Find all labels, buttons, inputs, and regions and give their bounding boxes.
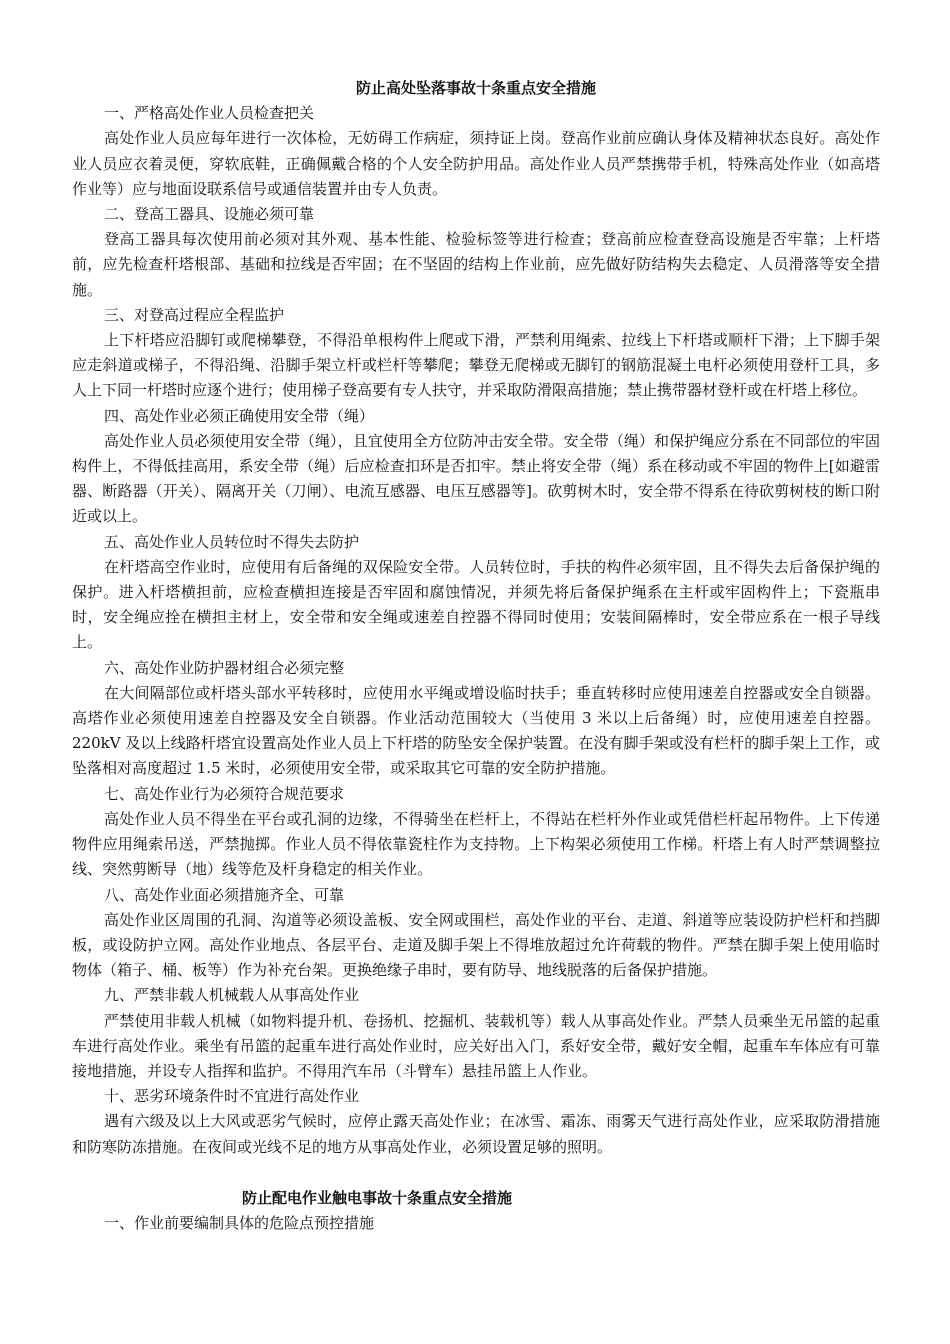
section-body: 在大间隔部位或杆塔头部水平转移时，应使用水平绳或增设临时扶手；垂直转移时应使用速差自控器或安全自锁器。高塔作业必须使用速差自控器及安全自锁器。作业活动范围较大（当使用 3 米以上后备绳）时，应使用速差自控器。220kV 及以上线路杆塔宜设置高处作业人员上下杆塔的防坠安全保护装置。在没有脚手架或没有栏杆的脚手架上工作，或坠落相对高度超过 1.5 米时，必须使用安全带，或采取其它可靠的安全防护措施。 <box>72 683 880 778</box>
section-spacer <box>72 1160 880 1186</box>
section-body: 高处作业人员不得坐在平台或孔洞的边缘，不得骑坐在栏杆上，不得站在栏杆外作业或凭借栏杆起吊物件。上下传递物件应用绳索吊送，严禁抛掷。作业人员不得依靠瓷柱作为支持物。上下构架必须使用工作梯。杆塔上有人时严禁调整拉线、突然剪断导（地）线等危及杆身稳定的相关作业。 <box>72 809 880 879</box>
section-body: 上下杆塔应沿脚钉或爬梯攀登，不得沿单根构件上爬或下滑，严禁利用绳索、拉线上下杆塔或顺杆下滑；上下脚手架应走斜道或梯子，不得沿绳、沿脚手架立杆或栏杆等攀爬；攀登无爬梯或无脚钉的钢筋混凝土电杆必须使用登杆工具，多人上下同一杆塔时应逐个进行；使用梯子登高要有专人扶守，并采取防滑限高措施；禁止携带器材登杆或在杆塔上移位。 <box>72 331 880 400</box>
second-document-title: 防止配电作业触电事故十条重点安全措施 <box>242 1188 513 1207</box>
section-heading: 三、对登高过程应全程监护 <box>104 305 285 324</box>
section-heading: 一、严格高处作业人员检查把关 <box>104 104 315 123</box>
section-body: 高处作业区周围的孔洞、沟道等必须设盖板、安全网或围栏，高处作业的平台、走道、斜道等应装设防护栏杆和挡脚板，或设防护立网。高处作业地点、各层平台、走道及脚手架上不得堆放超过允许荷载的物件。严禁在脚手架上使用临时物体（箱子、桶、板等）作为补充台架。更换绝缘子串时，要有防导、地线脱落的后备保护措施。 <box>72 910 880 980</box>
section-body: 登高工器具每次使用前必须对其外观、基本性能、检验标签等进行检查；登高前应检查登高设施是否牢靠；上杆塔前，应先检查杆塔根部、基础和拉线是否牢固；在不坚固的结构上作业前，应先做好防结构失去稳定、人员滑落等安全措施。 <box>72 230 880 299</box>
section-heading: 八、高处作业面必须措施齐全、可靠 <box>104 885 345 904</box>
section-heading: 六、高处作业防护器材组合必须完整 <box>104 658 345 677</box>
document-page <box>72 76 880 1236</box>
section-heading: 四、高处作业必须正确使用安全带（绳） <box>104 406 375 425</box>
section-heading: 五、高处作业人员转位时不得失去防护 <box>104 532 360 551</box>
section-heading: 七、高处作业行为必须符合规范要求 <box>104 784 345 803</box>
section-heading: 九、严禁非载人机械载人从事高处作业 <box>104 986 360 1005</box>
document-title: 防止高处坠落事故十条重点安全措施 <box>355 79 596 97</box>
section-body: 高处作业人员应每年进行一次体检，无妨碍工作病症，须持证上岗。登高作业前应确认身体及精神状态良好。高处作业人员应衣着灵便，穿软底鞋，正确佩戴合格的个人安全防护用品。高处作业人员严禁携带手机，特殊高处作业（如高塔作业等）应与地面设联系信号或通信装置并由专人负责。 <box>72 129 880 198</box>
section-body: 在杆塔高空作业时，应使用有后备绳的双保险安全带。人员转位时，手扶的构件必须牢固，且不得失去后备保护绳的保护。进入杆塔横担前，应检查横担连接是否牢固和腐蚀情况，并须先将后备保护绳系在主杆或牢固构件上；下瓷瓶串时，安全绳应拴在横担主材上，安全带和安全绳或速差自控器不得同时使用；安装间隔棒时，安全带应系在一根子导线上。 <box>72 557 880 652</box>
section-body: 高处作业人员必须使用安全带（绳），且宜使用全方位防冲击安全带。安全带（绳）和保护绳应分系在不同部位的牢固构件上，不得低挂高用，系安全带（绳）后应检查扣环是否扣牢。禁止将安全带（绳）系在移动或不牢固的物件上[如避雷器、断路器（开关）、隔离开关（刀闸）、电流互感器、电压互感器等]。砍剪树木时，安全带不得系在待砍剪树枝的断口附近或以上。 <box>72 431 880 526</box>
section-heading: 十、恶劣环境条件时不宜进行高处作业 <box>104 1087 360 1106</box>
section-body: 遇有六级及以上大风或恶劣气候时，应停止露天高处作业；在冰雪、霜冻、雨雾天气进行高处作业，应采取防滑措施和防寒防冻措施。在夜间或光线不足的地方从事高处作业，必须设置足够的照明。 <box>72 1112 880 1156</box>
section-heading: 一、作业前要编制具体的危险点预控措施 <box>104 1213 375 1232</box>
section-heading: 二、登高工器具、设施必须可靠 <box>104 205 315 224</box>
section-body: 严禁使用非载人机械（如物料提升机、卷扬机、挖掘机、装载机等）载人从事高处作业。严禁人员乘坐无吊篮的起重车进行高处作业。乘坐有吊篮的起重车进行高处作业时，应关好出入门，系好安全带，戴好安全帽，起重车车体应有可靠接地措施，并设专人指挥和监护。不得用汽车吊（斗臂车）悬挂吊篮上人作业。 <box>72 1011 880 1080</box>
